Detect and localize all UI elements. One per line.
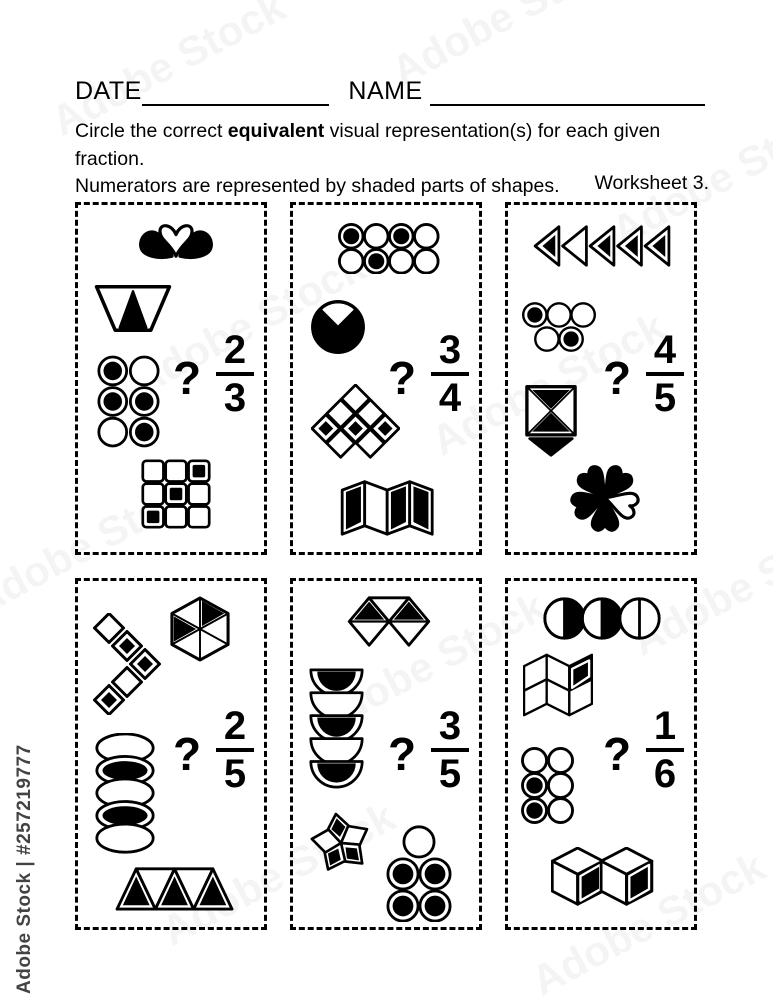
shape-part [343,253,359,269]
shape-part [526,752,542,768]
shape-part [135,423,154,442]
shape-part [425,896,446,917]
fraction-numerator: 2 [223,704,247,748]
fraction-numerator: 3 [438,704,462,748]
shape-part [368,253,384,269]
shape-part [393,896,414,917]
shape-part [391,486,406,529]
shape-part [530,439,573,456]
shape-part [368,486,383,529]
shape-triangle-row[interactable] [531,224,673,268]
shape-part [102,739,147,758]
shape-oval-stack[interactable] [93,733,157,855]
shape-circle-pyramid[interactable] [385,824,453,922]
fraction-2-3 [216,329,254,419]
question-mark: ? [603,728,632,780]
panel-6 [505,578,697,930]
shape-folded-map[interactable] [523,652,593,718]
fraction-numerator: 1 [653,704,677,748]
shape-part [135,392,154,411]
shape-circle-grid-4x2[interactable] [338,223,440,274]
shape-part [103,362,122,381]
stock-id-watermark: Adobe Stock | #257219777 [14,744,35,994]
shape-pinwheel-star[interactable] [308,810,374,876]
shape-part [418,253,434,269]
panel-4 [75,578,267,930]
fraction-4-5 [646,329,684,419]
shape-part [393,253,409,269]
name-input-line[interactable] [430,76,705,106]
shape-part [102,806,147,825]
shape-part [526,802,542,818]
instructions-post: visual representation(s) for each given fraction. [75,120,661,170]
shape-clover[interactable] [570,460,640,532]
shape-part [368,228,384,244]
panel-1 [75,202,267,555]
instructions-bold: equivalent [227,120,325,142]
shape-chevron-squares[interactable] [92,613,162,715]
panel-2 [290,202,482,555]
fraction-denominator: 5 [646,372,684,419]
header-row [75,76,705,106]
name-label: NAME [348,77,423,105]
shape-triangle-strip[interactable] [115,865,236,911]
shape-diamond-cluster[interactable] [311,384,400,460]
fraction-3-4 [431,329,469,419]
shape-circle-grid-2x3[interactable] [97,355,160,448]
fraction-numerator: 2 [223,328,247,372]
instructions-line2: Numerators are represented by shaded parts of shapes. [75,175,560,198]
shape-trapezoid-with-triangle[interactable] [93,284,173,333]
shape-part [170,465,183,478]
shape-part [103,423,122,442]
fraction-3-5 [431,705,469,795]
fraction-numerator: 4 [653,328,677,372]
shape-part [193,465,206,478]
shape-part [418,228,434,244]
shape-part [640,599,660,638]
shape-part [102,829,147,848]
question-mark: ? [173,352,202,404]
shape-fan-crown[interactable] [136,220,216,262]
shape-zigzag-fold[interactable] [340,477,440,537]
shape-bowl-stack[interactable] [308,668,365,789]
shape-part [102,784,147,803]
shape-part [147,511,160,524]
shape-part [346,486,361,529]
shape-pennant-shield[interactable] [524,384,578,458]
shape-circle-grid-2x3[interactable] [521,747,575,824]
fraction-numerator: 3 [438,328,462,372]
shape-part [343,228,359,244]
shape-double-diamond[interactable] [346,595,432,648]
shape-part [539,331,554,346]
shape-part [409,832,430,853]
question-mark: ? [388,352,417,404]
shape-part [575,307,590,322]
shape-isometric-cubes[interactable] [551,847,655,909]
fraction-denominator: 5 [431,748,469,795]
shape-part [170,511,183,524]
shape-part [552,752,568,768]
shape-part [193,511,206,524]
shape-part [103,392,122,411]
question-mark: ? [388,728,417,780]
shape-part [170,488,183,501]
panel-5 [290,578,482,930]
shape-part [193,488,206,501]
panel-3 [505,202,697,555]
shape-part [147,465,160,478]
question-mark: ? [173,728,202,780]
shape-part [527,307,542,322]
shape-quartered-circle[interactable] [310,299,366,355]
shape-part [393,864,414,885]
fraction-denominator: 3 [216,372,254,419]
fraction-2-5 [216,705,254,795]
shape-part [102,761,147,780]
worksheet-number-label: Worksheet 3. [594,172,709,194]
date-label: DATE [75,77,142,105]
shape-part [551,307,566,322]
shape-part [552,802,568,818]
shape-square-grid-3x3[interactable] [141,459,211,529]
instructions-pre: Circle the correct [75,120,228,142]
fraction-denominator: 4 [431,372,469,419]
shape-part [425,864,446,885]
shape-part [147,488,160,501]
shape-part [552,777,568,793]
shape-part [413,486,428,529]
shape-part [526,777,542,793]
shape-half-split-circles[interactable] [542,595,662,642]
question-mark: ? [603,352,632,404]
fraction-denominator: 6 [646,748,684,795]
fraction-1-6 [646,705,684,795]
shape-part [135,362,154,381]
date-input-line[interactable] [142,76,330,106]
shape-part [563,331,578,346]
shape-circle-cluster-olympic[interactable] [522,302,596,352]
shape-hexagon-sixths[interactable] [169,596,231,662]
shape-part [393,228,409,244]
fraction-denominator: 5 [216,748,254,795]
